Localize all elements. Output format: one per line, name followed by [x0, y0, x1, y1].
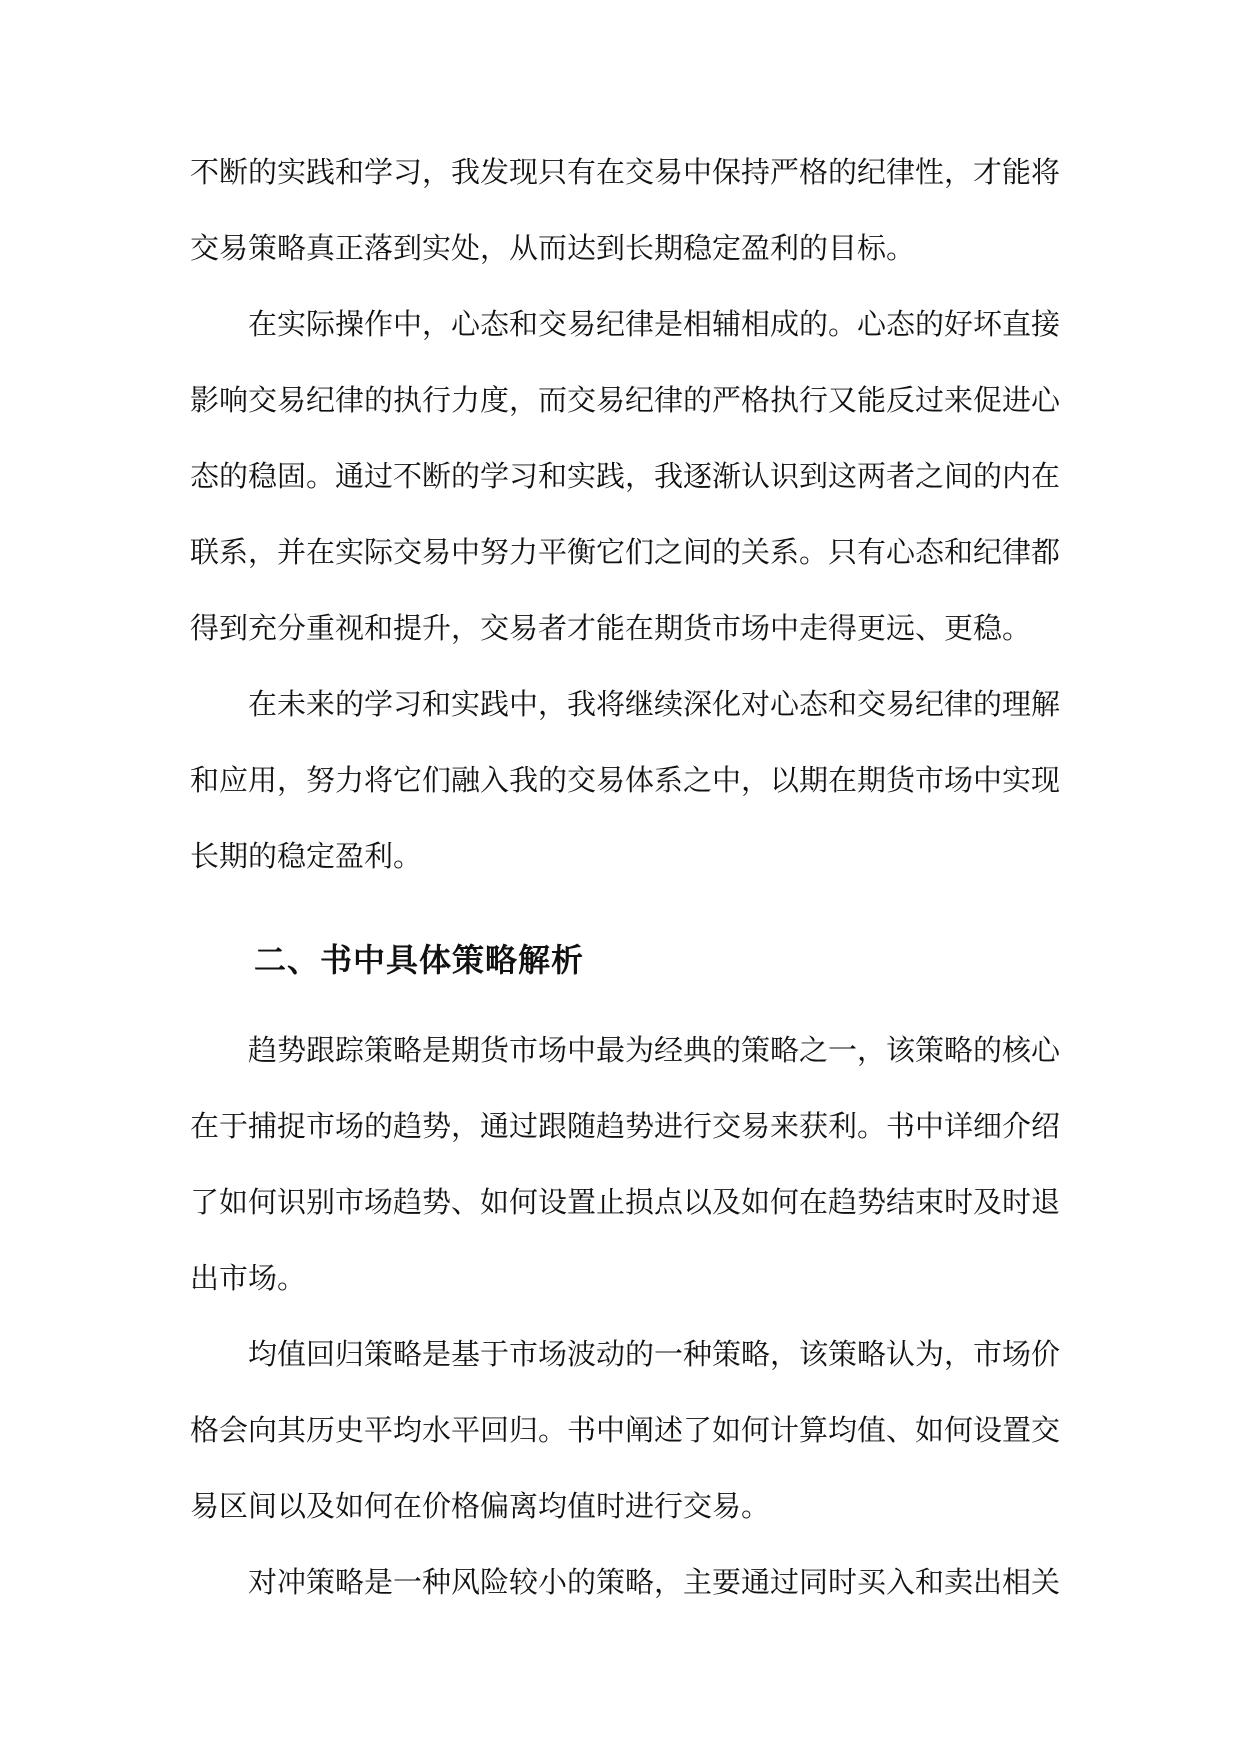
- paragraph-line: 态的稳固。通过不断的学习和实践，我逐渐认识到这两者之间的内在: [190, 459, 1061, 493]
- paragraph-line: 趋势跟踪策略是期货市场中最为经典的策略之一，该策略的核心: [248, 1033, 1061, 1067]
- paragraph-line: 联系，并在实际交易中努力平衡它们之间的关系。只有心态和纪律都: [190, 535, 1061, 569]
- paragraph-line: 均值回归策略是基于市场波动的一种策略，该策略认为，市场价: [248, 1337, 1061, 1371]
- section-heading: 二、书中具体策略解析: [254, 941, 585, 979]
- body-text-top: [190, 134, 1060, 894]
- paragraph-line: 格会向其历史平均水平回归。书中阐述了如何计算均值、如何设置交: [190, 1413, 1061, 1447]
- paragraph-line: 影响交易纪律的执行力度，而交易纪律的严格执行又能反过来促进心: [190, 383, 1061, 417]
- paragraph-line: 在于捕捉市场的趋势，通过跟随趋势进行交易来获利。书中详细介绍: [190, 1109, 1061, 1143]
- paragraph-line: 在未来的学习和实践中，我将继续深化对心态和交易纪律的理解: [248, 687, 1061, 721]
- paragraph-line: 对冲策略是一种风险较小的策略，主要通过同时买入和卖出相关: [248, 1565, 1061, 1599]
- paragraph-line: 在实际操作中，心态和交易纪律是相辅相成的。心态的好坏直接: [248, 307, 1061, 341]
- paragraph-line: 不断的实践和学习，我发现只有在交易中保持严格的纪律性，才能将: [190, 155, 1061, 189]
- paragraph-line: 出市场。: [190, 1261, 307, 1295]
- paragraph-line: 得到充分重视和提升，交易者才能在期货市场中走得更远、更稳。: [190, 611, 1032, 645]
- paragraph-line: 交易策略真正落到实处，从而达到长期稳定盈利的目标。: [190, 231, 916, 265]
- paragraph-line: 长期的稳定盈利。: [190, 839, 423, 873]
- paragraph-line: 和应用，努力将它们融入我的交易体系之中，以期在期货市场中实现: [190, 763, 1061, 797]
- body-text-bottom: [190, 1012, 1060, 1620]
- paragraph-line: 了如何识别市场趋势、如何设置止损点以及如何在趋势结束时及时退: [190, 1185, 1061, 1219]
- paragraph-line: 易区间以及如何在价格偏离均值时进行交易。: [190, 1489, 771, 1523]
